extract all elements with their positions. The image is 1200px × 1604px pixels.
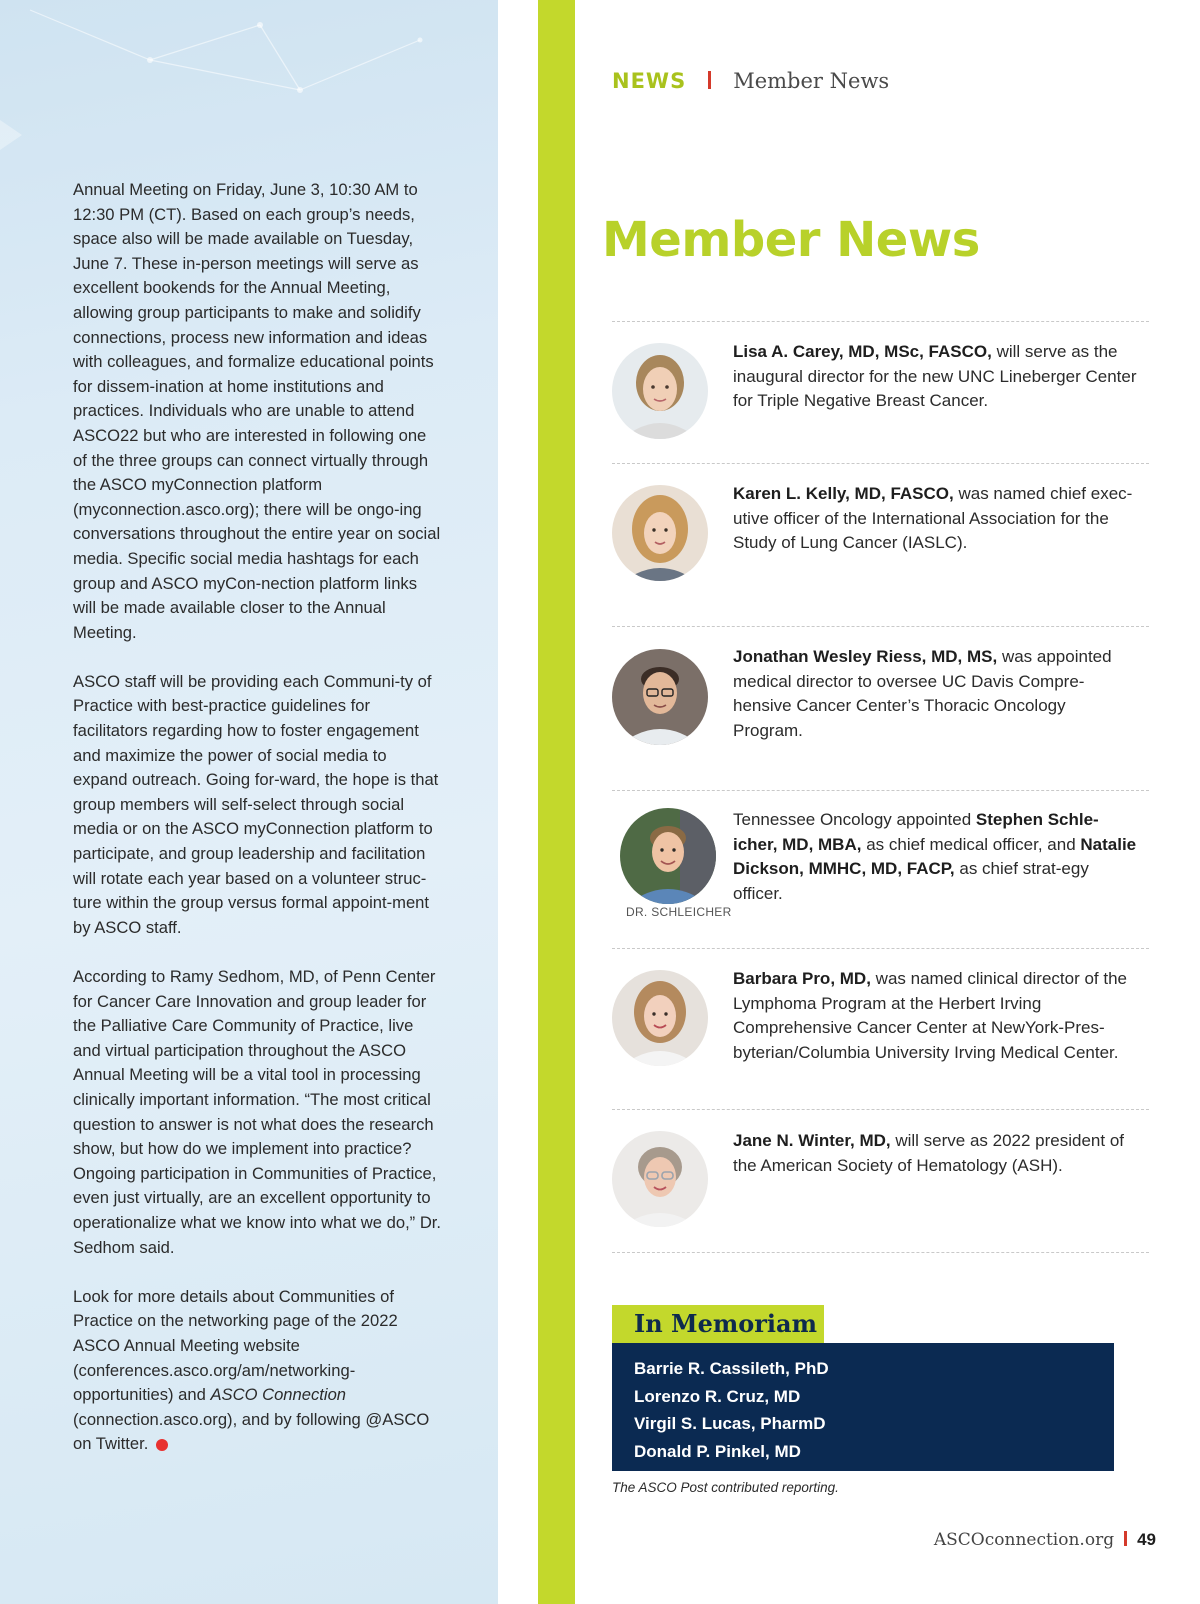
site-name: ASCOconnection.org	[933, 1530, 1115, 1550]
paragraph: Annual Meeting on Friday, June 3, 10:30 AM to 12:30 PM (CT). Based on each group’s needs, space also will be made available on Tuesday, June 7. These in-person meetings will serve as excellent bookends for the Annual Meeting, allowing group participants to make and solidify connections, process new information and ideas with colleagues, and formalize educational points for dissem-ination at home institutions and practices. Individuals who are unable to attend ASCO22 but who are interested in following one of the three groups can connect virtually through the ASCO myConnection platform (myconnection.asco.org); there will be ongo-ing conversations throughout the entire year on social media. Specific social media hashtags for each group and ASCO myCon-nection platform links will be made available closer to the Annual Meeting.	[73, 180, 441, 642]
entry-text: was named chief exec-utive officer of the International Association for the Study of Lung Cancer (IASLC).	[733, 484, 1133, 553]
news-entry	[733, 967, 1138, 1065]
entry-text: Tennessee Oncology appointed	[733, 810, 976, 829]
accent-stripe	[538, 0, 575, 1604]
member-name: Karen L. Kelly, MD, FASCO,	[733, 484, 954, 503]
dashed-divider	[612, 626, 1149, 627]
dashed-divider	[612, 321, 1149, 322]
memoriam-list	[612, 1343, 1114, 1471]
divider-bar	[708, 71, 711, 89]
news-entry	[733, 645, 1138, 743]
paragraph-text: (connection.asco.org), and by following @ASCO on Twitter.	[73, 1409, 430, 1454]
member-name: Lisa A. Carey, MD, MSc, FASCO,	[733, 342, 992, 361]
page-footer	[934, 1530, 1156, 1550]
member-name: Jane N. Winter, MD,	[733, 1131, 891, 1150]
news-entry	[733, 482, 1138, 556]
memoriam-name: Donald P. Pinkel, MD	[634, 1441, 801, 1461]
member-name: Natalie Dickson, MMHC, MD, FACP,	[733, 834, 1137, 879]
member-name: Barbara Pro, MD,	[733, 969, 871, 988]
entry-text: as chief strat-egy officer.	[733, 859, 1089, 903]
headshot-photo	[612, 1131, 708, 1227]
member-name: Stephen Schle-icher, MD, MBA,	[733, 810, 1099, 854]
left-column	[0, 0, 498, 1604]
page-title: Member News	[602, 212, 980, 268]
headshot-photo	[612, 649, 708, 745]
paragraph: ASCO staff will be providing each Communi-ty of Practice with best-practice guidelines for facilitators regarding how to foster engagement and maximize the power of social media to expand outreach. Going for-ward, the hope is that group members will self-select through social media or on the ASCO myConnection platform to participate, and group leadership and facilitation will rotate each year based on a volunteer struc-ture within the group versus formal appoint-ment by ASCO staff.	[73, 671, 439, 937]
memoriam-name: Lorenzo R. Cruz, MD	[634, 1386, 801, 1406]
photo-caption: DR. SCHLEICHER	[626, 905, 732, 919]
headshot-photo	[612, 970, 708, 1066]
memoriam-title: In Memoriam	[634, 1309, 817, 1338]
background-network-graphic	[0, 0, 498, 200]
news-entry	[733, 340, 1138, 414]
headshot-photo	[612, 485, 708, 581]
entry-text: was appointed medical director to oversee UC Davis Compre-hensive Cancer Center’s Thoracic Oncology Program.	[733, 647, 1112, 740]
dashed-divider	[612, 790, 1149, 791]
news-entry	[733, 1129, 1138, 1178]
dashed-divider	[612, 948, 1149, 949]
section-tag: NEWS	[612, 69, 687, 93]
article-body	[73, 178, 443, 1481]
memoriam-name: Barrie R. Cassileth, PhD	[634, 1359, 829, 1378]
publication-name: ASCO Connection	[210, 1385, 347, 1405]
paragraph: According to Ramy Sedhom, MD, of Penn Center for Cancer Care Innovation and group leader for the Palliative Care Community of Practice, live and virtual participation throughout the ASCO Annual Meeting will be a vital tool in processing clinically important information. “The most critical question to answer is not what does the research show, but how do we implement into practice? Ongoing participation in Communities of Practice, even just virtually, are an excellent opportunity to operationalize what we know into what we do,” Dr. Sedhom said.	[73, 967, 442, 1257]
memoriam-name: Virgil S. Lucas, PharmD	[634, 1414, 826, 1433]
dashed-divider	[612, 1109, 1149, 1110]
divider-bar	[1124, 1531, 1127, 1546]
entry-text: will serve as the inaugural director for the new UNC Lineberger Center for Triple Negative Breast Cancer.	[733, 342, 1137, 411]
paragraph-text: Look for more details about Communities of Practice on the networking page of the 2022 ASCO Annual Meeting website (conferences.asco.org/am/networking-opportunities) and	[73, 1286, 398, 1405]
end-mark-icon	[156, 1439, 168, 1451]
reporting-credit: The ASCO Post contributed reporting.	[612, 1480, 839, 1495]
member-name: Jonathan Wesley Riess, MD, MS,	[733, 647, 998, 666]
entry-text: as chief medical officer, and	[861, 834, 1081, 854]
dashed-divider	[612, 463, 1149, 464]
headshot-photo	[612, 343, 708, 439]
entry-text: was named clinical director of the Lymphoma Program at the Herbert Irving Comprehensive Cancer Center at NewYork-Pres-byterian/Columbia University Irving Medical Center.	[733, 969, 1127, 1062]
dashed-divider	[612, 1252, 1149, 1253]
page-number: 49	[1137, 1530, 1156, 1549]
entry-text: will serve as 2022 president of the American Society of Hematology (ASH).	[733, 1131, 1125, 1175]
headshot-photo	[620, 808, 716, 904]
closing-paragraph	[73, 1285, 443, 1457]
section-name: Member News	[733, 69, 890, 93]
news-entry	[733, 808, 1138, 906]
section-header	[612, 66, 889, 96]
